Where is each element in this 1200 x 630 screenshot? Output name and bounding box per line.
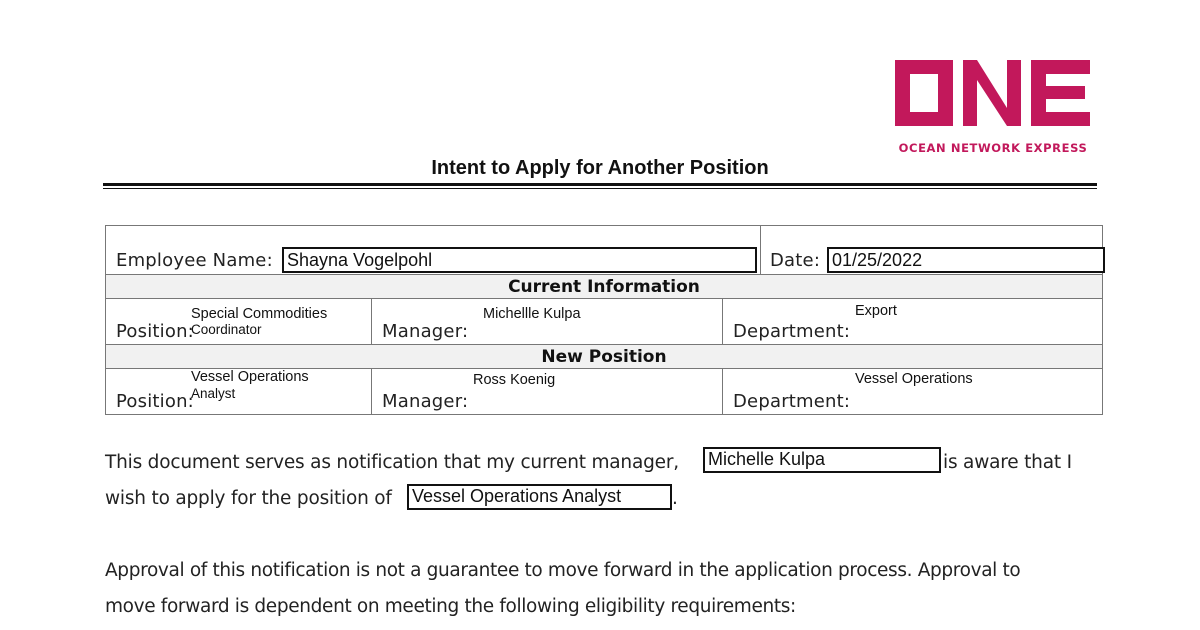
notification-text-part2: is aware that I (943, 452, 1072, 473)
employee-name-field[interactable]: Shayna Vogelpohl (282, 247, 757, 273)
current-manager-value[interactable]: Michellle Kulpa (483, 306, 581, 322)
new-position-label: Position: (116, 391, 194, 412)
new-department-value[interactable]: Vessel Operations (855, 371, 973, 387)
document-title: Intent to Apply for Another Position (431, 157, 769, 179)
current-manager-label: Manager: (382, 321, 469, 342)
title-rule-thick (103, 183, 1097, 186)
company-logo (893, 58, 1093, 158)
new-manager-value[interactable]: Ross Koenig (473, 372, 556, 388)
current-position-label: Position: (116, 321, 194, 342)
current-manager-inline-field[interactable]: Michelle Kulpa (703, 447, 941, 473)
current-info-row (106, 298, 1102, 344)
new-position-value-line2[interactable]: Analyst (191, 386, 236, 401)
employee-info-table (105, 225, 1103, 415)
desired-position-inline-field[interactable]: Vessel Operations Analyst (407, 484, 672, 510)
new-position-value-line1[interactable]: Vessel Operations (191, 369, 309, 385)
new-position-cell (106, 369, 371, 414)
title-rule-thin (103, 188, 1097, 189)
date-field[interactable]: 01/25/2022 (827, 247, 1105, 273)
current-information-header: Current Information (106, 274, 1102, 298)
current-department-value[interactable]: Export (855, 303, 897, 319)
new-department-label: Department: (733, 391, 851, 412)
current-position-value-line1[interactable]: Special Commodities (191, 306, 328, 322)
approval-paragraph-line1: Approval of this notification is not a guarantee to move forward in the application process. Approval to (105, 560, 1021, 581)
date-label: Date: (770, 250, 821, 271)
new-info-row (106, 368, 1102, 414)
name-date-row (106, 226, 1102, 274)
current-position-cell (106, 299, 371, 344)
current-position-value-line2[interactable]: Coordinator (191, 322, 262, 337)
notification-period: . (672, 488, 678, 509)
logo-tagline: OCEAN NETWORK EXPRESS (898, 141, 1088, 155)
notification-text-part3: wish to apply for the position of (105, 488, 392, 509)
current-manager-cell (371, 299, 722, 344)
new-department-cell (722, 369, 1102, 414)
current-department-label: Department: (733, 321, 851, 342)
new-manager-label: Manager: (382, 391, 469, 412)
employee-name-label: Employee Name: (116, 250, 273, 271)
notification-text-part1: This document serves as notification that my current manager, (105, 452, 679, 473)
new-manager-cell (371, 369, 722, 414)
new-position-header: New Position (106, 344, 1102, 368)
current-department-cell (722, 299, 1102, 344)
employee-name-cell (106, 226, 760, 274)
approval-paragraph-line2: move forward is dependent on meeting the following eligibility requirements: (105, 596, 796, 617)
date-cell (760, 226, 1102, 274)
